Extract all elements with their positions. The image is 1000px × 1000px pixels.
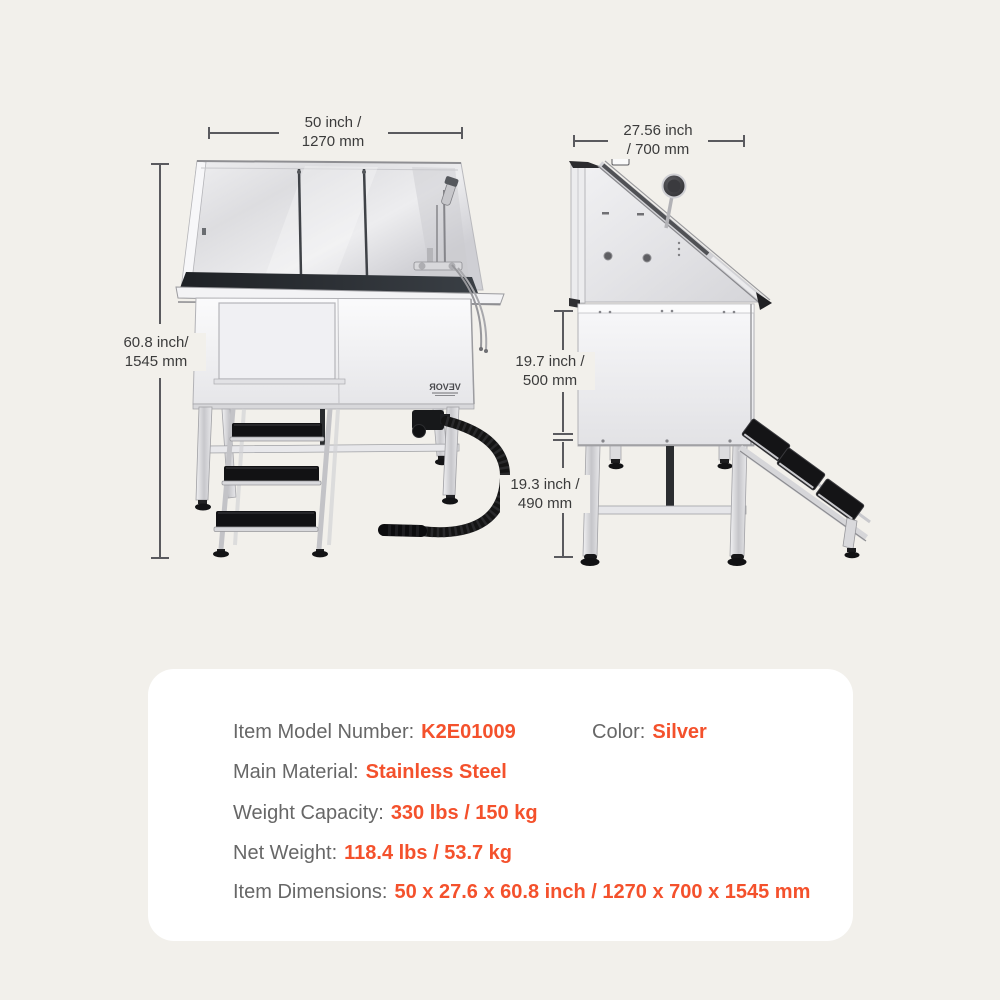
spec-row-weight — [233, 839, 512, 867]
spec-row-dimensions — [233, 878, 810, 906]
spec-label: Color: — [592, 721, 646, 743]
dim-side-width-label: 27.56 inch / 700 mm — [608, 121, 708, 159]
spec-value: Stainless Steel — [365, 761, 507, 783]
dimension-line — [388, 132, 462, 134]
spec-value: 118.4 lbs / 53.7 kg — [344, 842, 513, 864]
spec-label: Net Weight: — [233, 842, 338, 864]
dimension-line — [209, 132, 279, 134]
dimension-line — [151, 557, 169, 559]
dimension-line — [553, 439, 573, 441]
dimension-line — [461, 127, 463, 139]
spec-row-model — [233, 718, 516, 746]
dim-front-width-label: 50 inch / 1270 mm — [283, 113, 383, 151]
spec-value: Silver — [652, 721, 707, 743]
spec-label: Main Material: — [233, 761, 359, 783]
dimension-line — [553, 433, 573, 435]
spec-value: 330 lbs / 150 kg — [390, 802, 538, 824]
svg-text:VEVOR: VEVOR — [429, 382, 461, 392]
dim-total-height-label: 60.8 inch/ 1545 mm — [106, 333, 206, 371]
spec-value: 50 x 27.6 x 60.8 inch / 1270 x 700 x 1545 mm — [394, 881, 811, 903]
dimension-line — [159, 378, 161, 558]
spec-row-capacity — [233, 799, 538, 827]
dimension-line — [743, 135, 745, 147]
dimension-line — [159, 164, 161, 324]
dimension-line — [554, 310, 573, 312]
spec-value: K2E01009 — [421, 721, 516, 743]
dim-tub-height-label: 19.7 inch / 500 mm — [505, 352, 595, 390]
spec-panel — [148, 669, 853, 941]
spec-label: Item Model Number: — [233, 721, 415, 743]
spec-row-color — [592, 718, 707, 746]
spec-label: Weight Capacity: — [233, 802, 384, 824]
grooming-tub-front-view — [170, 148, 520, 572]
dimension-line — [562, 512, 564, 557]
grooming-tub-side-view — [555, 148, 895, 572]
spec-row-material — [233, 758, 507, 786]
dim-leg-height-label: 19.3 inch / 490 mm — [500, 475, 590, 513]
dimension-line — [554, 556, 573, 558]
dimension-line — [562, 392, 564, 432]
spec-label: Item Dimensions: — [233, 881, 388, 903]
dimension-line — [562, 312, 564, 350]
dimension-line — [562, 442, 564, 468]
